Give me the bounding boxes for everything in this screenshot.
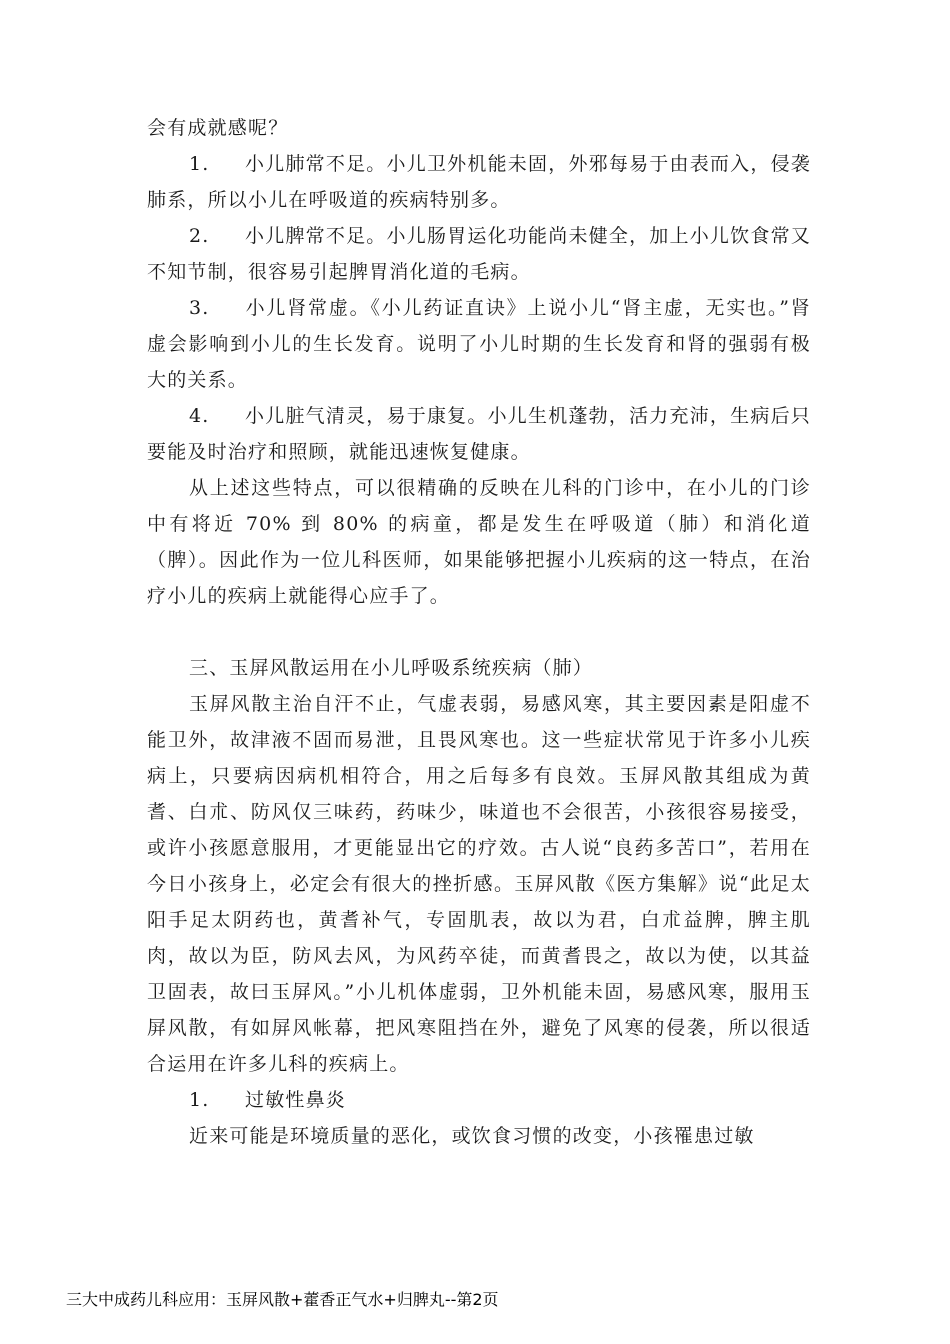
feature-list (147, 146, 811, 470)
feature-number: 2. (189, 225, 210, 247)
feature-text: 小儿肺常不足。小儿卫外机能未固，外邪每易于由表而入，侵袭肺系，所以小儿在呼吸道的疾病特别多。 (147, 153, 811, 211)
subsection-title: 过敏性鼻炎 (245, 1089, 347, 1111)
feature-item (147, 398, 811, 470)
section-heading: 三、玉屏风散运用在小儿呼吸系统疾病（肺） (189, 657, 594, 679)
feature-number: 3. (189, 297, 210, 319)
section-paragraph: 玉屏风散主治自汗不止，气虚表弱，易感风寒，其主要因素是阳虚不能卫外，故津液不固而易泄，且畏风寒也。这一些症状常见于许多小儿疾病上，只要病因病机相符合，用之后每多有良效。玉屏风散其组成为黄耆、白朮、防风仅三味药，药味少，味道也不会很苦，小孩很容易接受，或许小孩愿意服用，才更能显出它的疗效。古人说“良药多苦口”，若用在今日小孩身上，必定会有很大的挫折感。玉屏风散《医方集解》说“此足太阳手足太阴药也，黄耆补气，专固肌表，故以为君，白朮益脾，脾主肌肉，故以为臣，防风去风，为风药卒徒，而黄耆畏之，故以为使，以其益卫固表，故曰玉屏风。”小儿机体虚弱，卫外机能未固，易感风寒，服用玉屏风散，有如屏风帐幕，把风寒阻挡在外，避免了风寒的侵袭，所以很适合运用在许多儿科的疾病上。 (147, 693, 811, 1075)
feature-text: 小儿脏气清灵，易于康复。小儿生机蓬勃，活力充沛，生病后只要能及时治疗和照顾，就能迅速恢复健康。 (147, 405, 811, 463)
feature-item (147, 146, 811, 218)
continued-paragraph: 会有成就感呢？ (147, 117, 289, 139)
subsection-heading (147, 1082, 811, 1118)
feature-text: 小儿脾常不足。小儿肠胃运化功能尚未健全，加上小儿饮食常又不知节制，很容易引起脾胃消化道的毛病。 (147, 225, 811, 283)
feature-number: 4. (189, 405, 210, 427)
feature-number: 1. (189, 153, 210, 175)
feature-text: 小儿肾常虚。《小儿药证直诀》上说小儿“肾主虚，无实也。”肾虚会影响到小儿的生长发育。说明了小儿时期的生长发育和肾的强弱有极大的关系。 (147, 297, 811, 391)
feature-item (147, 218, 811, 290)
section-spacer (147, 614, 811, 650)
page-footer: 三大中成药儿科应用：玉屏风散+藿香正气水+归脾丸--第2页 (66, 1290, 499, 1309)
trailing-paragraph: 近来可能是环境质量的恶化，或饮食习惯的改变，小孩罹患过敏 (189, 1125, 755, 1147)
subsection-number: 1. (189, 1089, 210, 1111)
feature-item (147, 290, 811, 398)
document-body (147, 110, 811, 1154)
summary-paragraph: 从上述这些特点，可以很精确的反映在儿科的门诊中，在小儿的门诊中有将近 70% 到 80% 的病童，都是发生在呼吸道（肺）和消化道（脾）。因此作为一位儿科医师，如果能够把握小儿疾病的这一特点，在治疗小儿的疾病上就能得心应手了。 (147, 477, 811, 607)
